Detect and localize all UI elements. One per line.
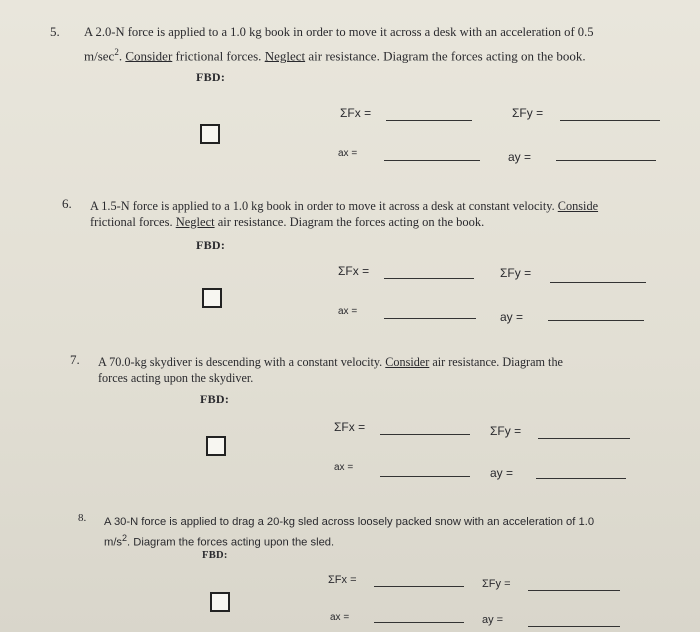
problem-text-line1: A 70.0-kg skydiver is descending with a constant velocity. Consider air resistance. Diagram the [98,355,563,369]
ay-blank[interactable] [548,320,644,321]
fbd-checkbox[interactable] [210,592,230,612]
problem-number: 5. [50,24,60,39]
sum-fy-label: ΣFy = [490,424,522,438]
fbd-checkbox[interactable] [206,436,226,456]
ay-label: ay = [508,150,532,164]
ax-blank[interactable] [380,476,470,477]
fbd-label: FBD: [200,392,230,406]
problem-text-line1: A 1.5-N force is applied to a 1.0 kg book in order to move it across a desk at constant velocity. Conside [90,199,599,213]
problem-text-line2: forces acting upon the skydiver. [98,371,254,385]
ax-label: ax = [330,612,350,623]
fbd-checkbox[interactable] [200,124,220,144]
ay-label: ay = [500,310,524,324]
sum-fx-blank[interactable] [386,120,472,121]
fbd-label: FBD: [202,550,228,561]
problem-text-line2: $m/s^2$. Diagram the forces acting upon the sled. [104,533,335,549]
ay-blank[interactable] [556,160,656,161]
ax-blank[interactable] [384,318,476,319]
ay-label: ay = [490,466,514,480]
problem-number: 6. [62,196,72,211]
sum-fx-blank[interactable] [380,434,470,435]
ax-label: ax = [338,148,358,159]
sum-fy-label: ΣFy = [512,106,544,120]
problem-text-line1: A 30-N force is applied to drag a 20-kg sled across loosely packed snow with an acceleration of 1.0 [104,516,595,528]
sum-fx-label: ΣFx = [338,264,370,278]
fbd-label: FBD: [196,238,226,252]
sum-fy-blank[interactable] [560,120,660,121]
sum-fx-label: ΣFx = [340,106,372,120]
ax-blank[interactable] [374,622,464,623]
sum-fx-label: ΣFx = [328,574,357,586]
sum-fx-label: ΣFx = [334,420,366,434]
ay-blank[interactable] [528,626,620,627]
problem-number: 7. [70,352,80,367]
problem-text-line1: A 2.0-N force is applied to a 1.0 kg book in order to move it across a desk with an acceleration of 0.5 [84,25,594,39]
problem-text-line2: frictional forces. Neglect air resistance. Diagram the forces acting on the book. [90,215,485,229]
ay-label: ay = [482,614,504,626]
ay-blank[interactable] [536,478,626,479]
fbd-checkbox[interactable] [202,288,222,308]
problem-text-line2: $m/\sec^2$. Consider frictional forces. Neglect air resistance. Diagram the forces acting on the book. [84,47,586,64]
sum-fy-label: ΣFy = [500,266,532,280]
fbd-label: FBD: [196,70,226,84]
ax-label: ax = [338,306,358,317]
sum-fy-blank[interactable] [538,438,630,439]
ax-label: ax = [334,462,354,473]
ax-blank[interactable] [384,160,480,161]
sum-fx-blank[interactable] [384,278,474,279]
problem-number: 8. [78,512,87,524]
sum-fx-blank[interactable] [374,586,464,587]
sum-fy-blank[interactable] [528,590,620,591]
sum-fy-blank[interactable] [550,282,646,283]
sum-fy-label: ΣFy = [482,578,511,590]
